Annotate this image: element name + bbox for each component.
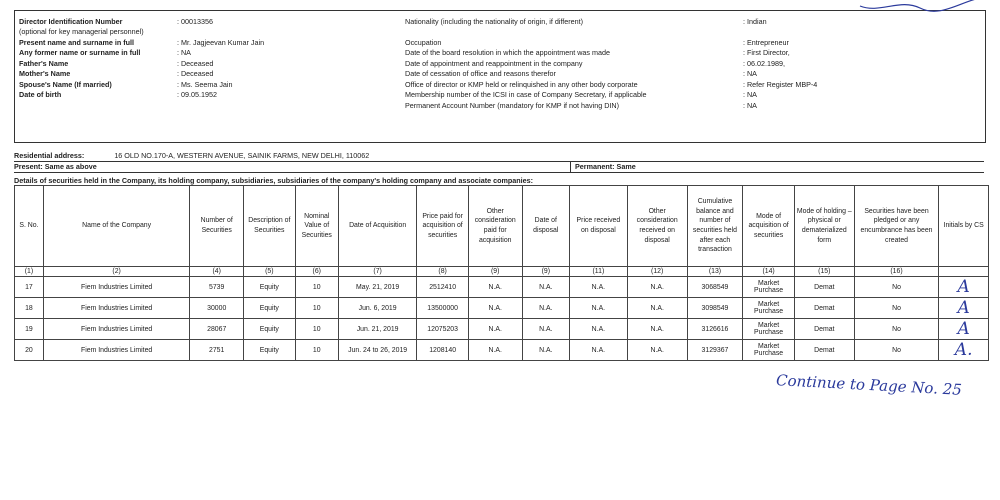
table-cell: 18: [15, 298, 44, 319]
column-header: Securities have been pledged or any encumbrance has been created: [854, 186, 939, 267]
column-header: Other consideration paid for acquisition: [468, 186, 522, 267]
table-cell: 20: [15, 340, 44, 361]
table-cell: Market Purchase: [743, 319, 795, 340]
column-number: (4): [190, 267, 244, 277]
table-cell: Market Purchase: [743, 340, 795, 361]
table-cell: N.A.: [570, 277, 628, 298]
table-cell: Equity: [244, 340, 296, 361]
table-cell: 2751: [190, 340, 244, 361]
table-cell: N.A.: [522, 298, 569, 319]
personal-label: Office of director or KMP held or relinquished in any other body corporate: [405, 79, 638, 89]
personal-label: Director Identification Number: [19, 17, 123, 26]
column-header: Description of Securities: [244, 186, 296, 267]
personal-label: Occupation: [405, 37, 442, 47]
table-cell: Fiem Industries Limited: [43, 340, 190, 361]
column-number: (5): [244, 267, 296, 277]
table-cell: N.A.: [468, 340, 522, 361]
column-number: (2): [43, 267, 190, 277]
table-cell: N.A.: [468, 277, 522, 298]
personal-label: [405, 27, 647, 37]
column-number: (6): [295, 267, 338, 277]
table-cell: N.A.: [522, 277, 569, 298]
personal-value: : Entrepreneur: [743, 37, 789, 47]
table-cell: 10: [295, 298, 338, 319]
table-cell: 3126616: [687, 319, 743, 340]
table-cell: 5739: [190, 277, 244, 298]
table-row: [15, 298, 989, 319]
column-header: Initials by CS: [939, 186, 989, 267]
residential-address-value: 16 OLD NO.170-A, WESTERN AVENUE, SAINIK FARMS, NEW DELHI, 110062: [114, 151, 370, 160]
table-cell: Fiem Industries Limited: [43, 277, 190, 298]
table-cell: May. 21, 2019: [338, 277, 416, 298]
column-number: (1): [15, 267, 44, 277]
column-number: (8): [417, 267, 469, 277]
column-header: Cumulative balance and number of securities held after each transaction: [687, 186, 743, 267]
personal-value: : NA: [743, 90, 757, 100]
personal-left-values: [177, 17, 264, 101]
table-cell: N.A.: [627, 319, 687, 340]
table-cell: Equity: [244, 298, 296, 319]
personal-label: Mother's Name: [19, 69, 71, 79]
personal-value: : 09.05.1952: [177, 90, 217, 100]
table-row: [15, 277, 989, 298]
personal-label: Date of birth: [19, 90, 62, 100]
table-cell: Equity: [244, 319, 296, 340]
table-cell: 10: [295, 319, 338, 340]
securities-table: [14, 185, 989, 361]
personal-left-labels: [19, 17, 144, 101]
table-cell: 28067: [190, 319, 244, 340]
column-number-row: [15, 267, 989, 277]
table-cell: 1208140: [417, 340, 469, 361]
personal-value: : Indian: [743, 17, 767, 26]
personal-label: Present name and surname in full: [19, 37, 135, 47]
column-number: (9): [522, 267, 569, 277]
column-header: S. No.: [15, 186, 44, 267]
column-header: Number of Securities: [190, 186, 244, 267]
personal-value: : 00013356: [177, 17, 213, 26]
personal-label: Date of the board resolution in which the appointment was made: [405, 48, 610, 58]
column-number: (12): [627, 267, 687, 277]
column-header: Mode of holding – physical or dematerialized form: [794, 186, 854, 267]
column-header: Price received on disposal: [570, 186, 628, 267]
personal-value: : First Director,: [743, 48, 790, 58]
personal-label: Any former name or surname in full: [19, 48, 141, 58]
table-cell: N.A.: [627, 340, 687, 361]
column-number: (13): [687, 267, 743, 277]
table-cell: Equity: [244, 277, 296, 298]
table-cell: No: [854, 340, 939, 361]
table-cell: N.A.: [468, 298, 522, 319]
column-header: Date of Acquisition: [338, 186, 416, 267]
handwritten-scribble: [850, 0, 990, 14]
handwritten-continue-note: Continue to Page No. 25: [775, 371, 963, 399]
personal-value: : NA: [743, 69, 757, 79]
column-header: Nominal Value of Securities: [295, 186, 338, 267]
table-cell: 30000: [190, 298, 244, 319]
table-cell: Market Purchase: [743, 298, 795, 319]
column-number: (15): [794, 267, 854, 277]
table-header-row: [15, 186, 989, 267]
table-cell: 17: [15, 277, 44, 298]
personal-value: : Mr. Jagjeevan Kumar Jain: [177, 37, 265, 47]
table-cell: N.A.: [570, 340, 628, 361]
table-cell: N.A.: [627, 277, 687, 298]
cs-initials: A: [939, 277, 989, 298]
table-cell: Market Purchase: [743, 277, 795, 298]
column-header: Price paid for acquisition of securities: [417, 186, 469, 267]
personal-value: : Deceased: [177, 58, 214, 68]
column-header: Mode of acquisition of securities: [743, 186, 795, 267]
column-header: Other consideration received on disposal: [627, 186, 687, 267]
table-cell: Demat: [794, 340, 854, 361]
column-number: (9): [468, 267, 522, 277]
table-cell: Fiem Industries Limited: [43, 319, 190, 340]
personal-value: : Refer Register MBP-4: [743, 79, 818, 89]
personal-label: Membership number of the ICSI in case of Company Secretary, if applicable: [405, 90, 647, 100]
personal-details-box: [14, 10, 986, 143]
table-cell: Fiem Industries Limited: [43, 298, 190, 319]
table-cell: Jun. 6, 2019: [338, 298, 416, 319]
personal-value: : NA: [177, 48, 191, 58]
present-address: Present: Same as above: [14, 162, 97, 171]
personal-value: : NA: [743, 100, 757, 110]
table-cell: 3098549: [687, 298, 743, 319]
personal-label: Spouse's Name (If married): [19, 79, 112, 89]
table-cell: N.A.: [522, 340, 569, 361]
personal-value: [177, 27, 264, 37]
table-cell: N.A.: [468, 319, 522, 340]
table-row: [15, 319, 989, 340]
personal-label: Permanent Account Number (mandatory for KMP if not having DIN): [405, 100, 619, 110]
present-permanent-row: [14, 162, 984, 173]
securities-details-heading: Details of securities held in the Company, its holding company, subsidiaries, subsidiaries of the company's holding company and associate companies:: [14, 176, 534, 185]
column-number: (7): [338, 267, 416, 277]
table-cell: N.A.: [627, 298, 687, 319]
table-cell: 3068549: [687, 277, 743, 298]
personal-value: : 06.02.1989,: [743, 58, 785, 68]
table-cell: No: [854, 319, 939, 340]
residential-address-row: [14, 151, 984, 162]
cs-initials: A: [939, 319, 989, 340]
column-number: (14): [743, 267, 795, 277]
column-number: (16): [854, 267, 939, 277]
table-cell: 2512410: [417, 277, 469, 298]
table-cell: N.A.: [570, 298, 628, 319]
table-cell: 3129367: [687, 340, 743, 361]
table-cell: 12075203: [417, 319, 469, 340]
personal-label: Date of cessation of office and reasons therefor: [405, 69, 556, 79]
table-cell: Demat: [794, 319, 854, 340]
cs-initials: A: [939, 298, 989, 319]
table-body: [15, 267, 989, 361]
personal-label: (optional for key managerial personnel): [19, 27, 144, 37]
table-cell: N.A.: [570, 319, 628, 340]
table-cell: No: [854, 298, 939, 319]
column-header: Date of disposal: [522, 186, 569, 267]
personal-right-values: [743, 17, 817, 111]
personal-label: Nationality (including the nationality of origin, if different): [405, 17, 584, 26]
table-row: [15, 340, 989, 361]
cs-initials: A.: [939, 340, 989, 361]
table-cell: Demat: [794, 277, 854, 298]
column-number: (11): [570, 267, 628, 277]
personal-value: [743, 27, 817, 37]
table-cell: Demat: [794, 298, 854, 319]
personal-right-labels: [405, 17, 647, 111]
table-cell: 19: [15, 319, 44, 340]
personal-label: Date of appointment and reappointment in the company: [405, 58, 583, 68]
table-cell: 10: [295, 277, 338, 298]
table-cell: No: [854, 277, 939, 298]
table-cell: Jun. 24 to 26, 2019: [338, 340, 416, 361]
table-cell: Jun. 21, 2019: [338, 319, 416, 340]
table-cell: 13500000: [417, 298, 469, 319]
table-cell: N.A.: [522, 319, 569, 340]
column-number: [939, 267, 989, 277]
personal-value: : Ms. Seema Jain: [177, 79, 233, 89]
residential-address-label: Residential address:: [14, 151, 85, 160]
table-cell: 10: [295, 340, 338, 361]
personal-label: Father's Name: [19, 58, 69, 68]
permanent-address: Permanent: Same: [570, 162, 636, 172]
personal-value: : Deceased: [177, 69, 214, 79]
column-header: Name of the Company: [43, 186, 190, 267]
